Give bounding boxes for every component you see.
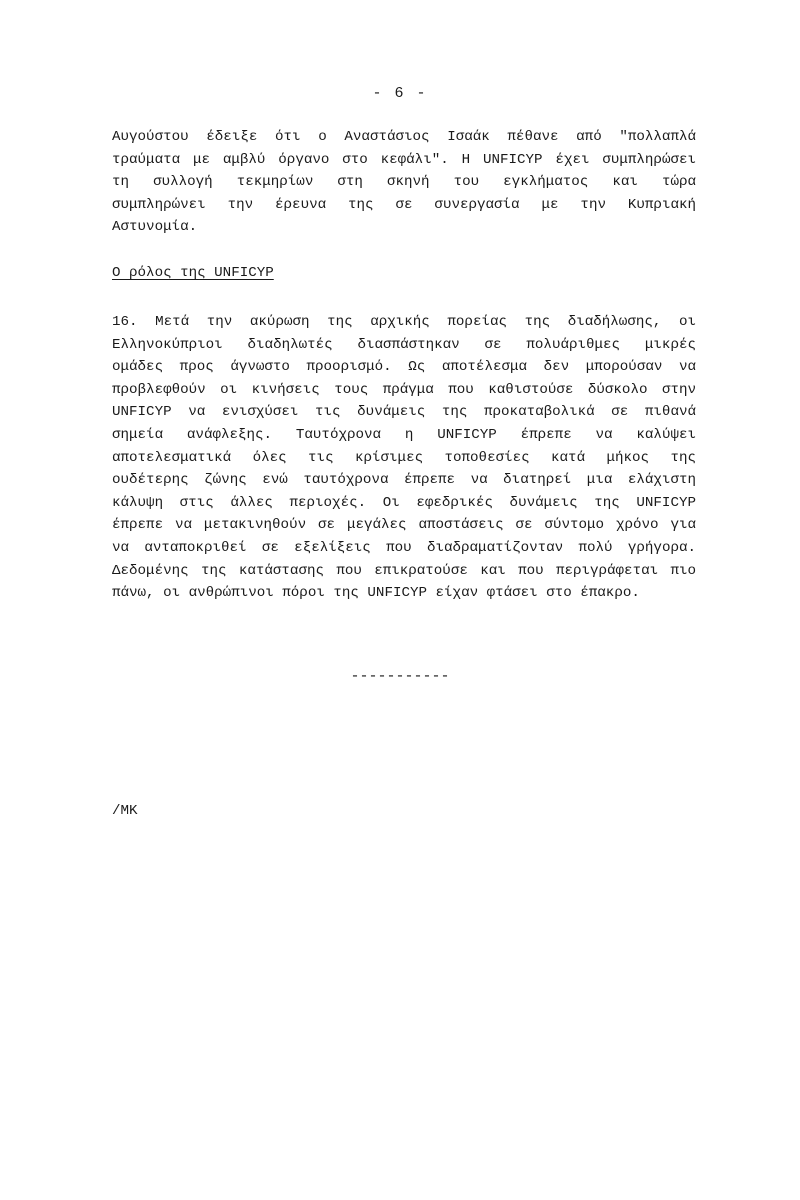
paragraph-16 <box>112 311 696 605</box>
page-number: - 6 - <box>372 85 428 102</box>
text-line: τραύματα με αμβλύ όργανο στο κεφάλι". Η UNFICYP έχει συμπληρώσει <box>112 151 696 168</box>
text-line: ομάδες προς άγνωστο προορισμό. Ως αποτέλεσμα δεν μπορούσαν να <box>112 359 696 376</box>
separator-line: ----------- <box>350 668 450 685</box>
text-line: Ελληνοκύπριοι διαδηλωτές διασπάστηκαν σε πολυάριθμες μικρές <box>112 336 696 353</box>
text-line: Δεδομένης της κατάστασης που επικρατούσε και που περιγράφεται πιο <box>112 562 696 579</box>
text-line: σημεία ανάφλεξης. Ταυτόχρονα η UNFICYP έπρεπε να καλύψει <box>112 426 696 443</box>
text-line: συμπληρώνει την έρευνα της σε συνεργασία με την Κυπριακή <box>112 196 696 213</box>
author-initials: /MK <box>112 803 138 819</box>
text-line: 16. Μετά την ακύρωση της αρχικής πορείας της διαδήλωσης, οι <box>112 314 696 330</box>
text-line: Αυγούστου έδειξε ότι ο Αναστάσιος Ισαάκ πέθανε από "πολλαπλά <box>112 129 696 145</box>
text-line: αποτελεσματικά όλες τις κρίσιμες τοποθεσίες κατά μήκος της <box>112 449 696 466</box>
text-line: τη συλλογή τεκμηρίων στη σκηνή του εγκλήματος και τώρα <box>112 174 696 191</box>
text-line: πάνω, οι ανθρώπινοι πόροι της UNFICYP είχαν φτάσει στο έπακρο. <box>112 585 640 602</box>
text-line: έπρεπε να μετακινηθούν σε μεγάλες αποστάσεις σε σύντομο χρόνο για <box>112 517 696 534</box>
text-line: UNFICYP να ενισχύσει τις δυνάμεις της προκαταβολικά σε πιθανά <box>112 404 696 421</box>
text-line: ουδέτερης ζώνης ενώ ταυτόχρονα έπρεπε να διατηρεί μια ελάχιστη <box>112 472 696 489</box>
paragraph-continuation <box>112 126 696 239</box>
text-line: Αστυνομία. <box>112 219 198 236</box>
text-line: κάλυψη στις άλλες περιοχές. Οι εφεδρικές δυνάμεις της UNFICYP <box>112 494 696 511</box>
section-heading: Ο ρόλος της UNFICYP <box>112 265 274 281</box>
text-line: προβλεφθούν οι κινήσεις τους πράγμα που καθιστούσε δύσκολο στην <box>112 381 696 398</box>
text-line: να ανταποκριθεί σε εξελίξεις που διαδραματίζονταν πολύ γρήγορα. <box>112 539 696 556</box>
